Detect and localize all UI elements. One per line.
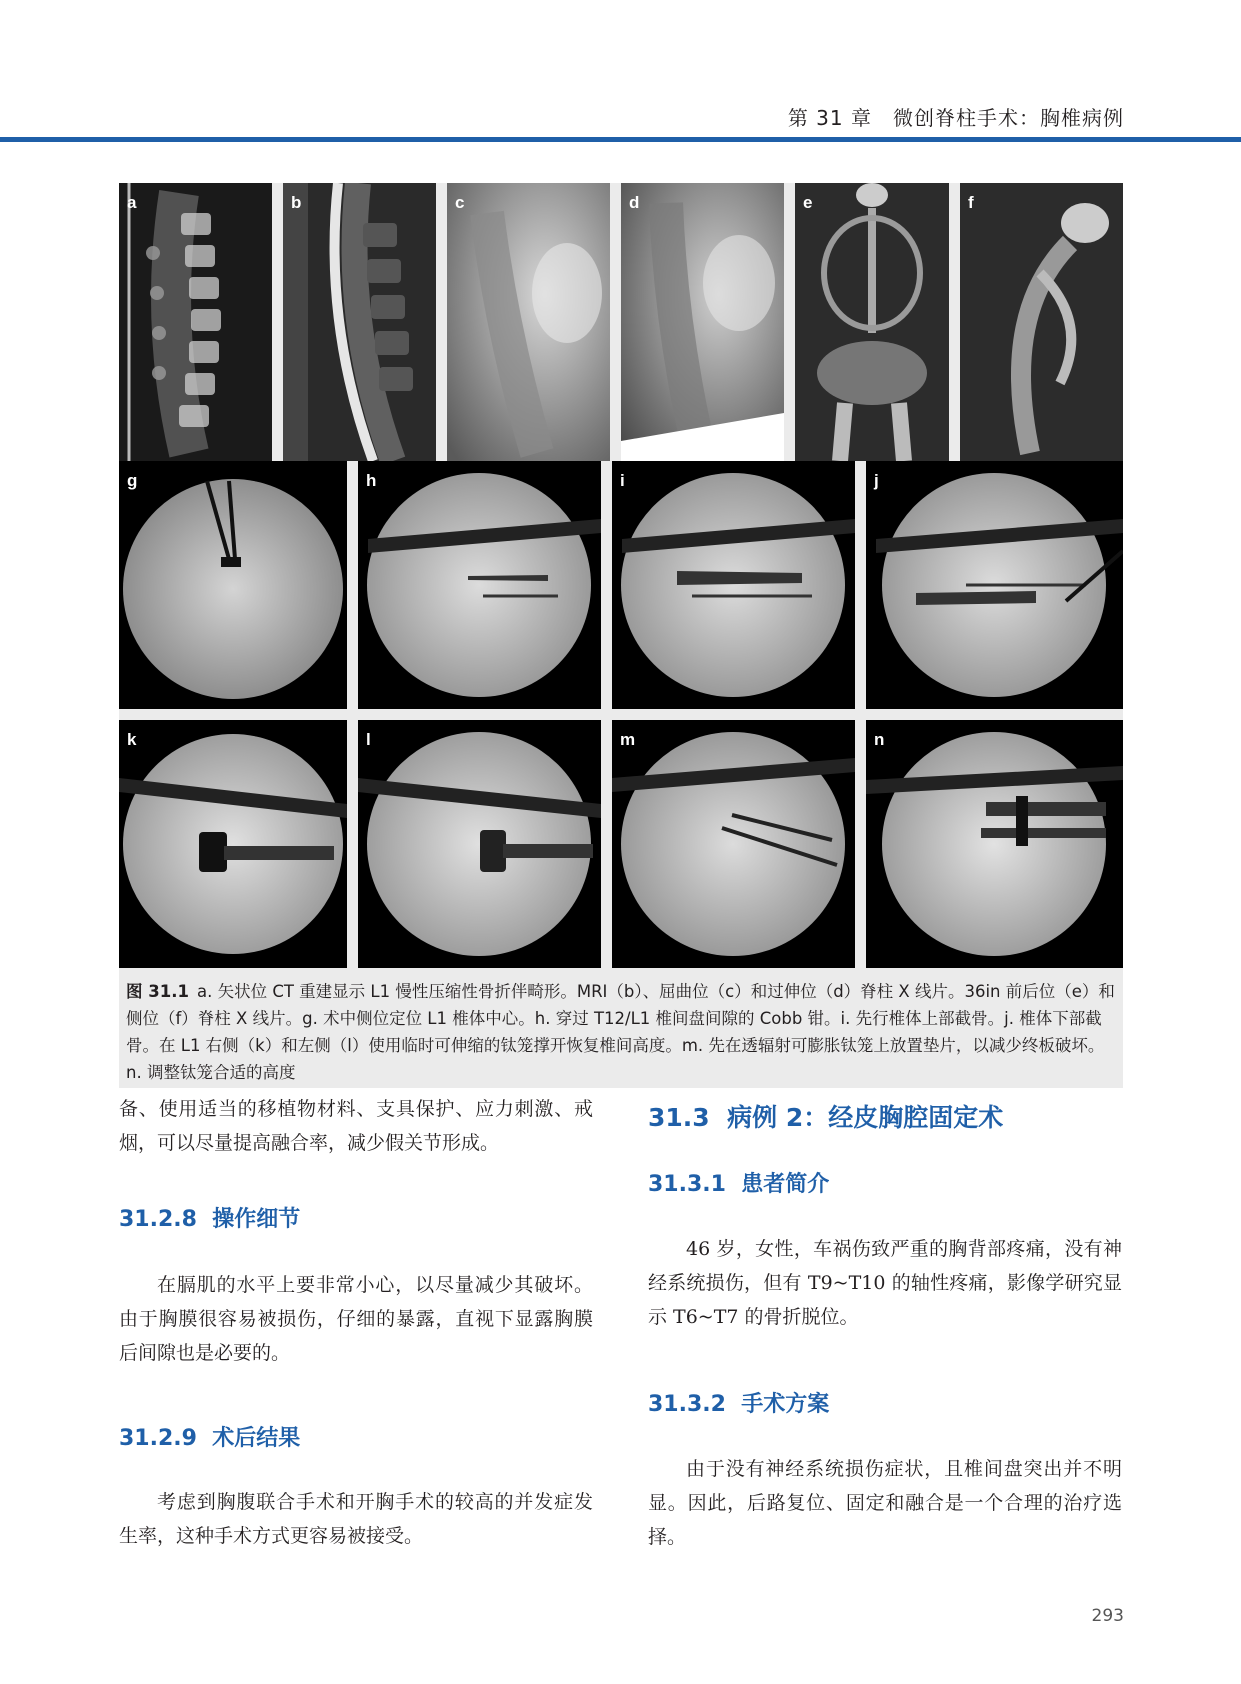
section-number: 31.3	[648, 1103, 710, 1132]
panel-letter: h	[366, 471, 377, 490]
running-head: 第 31 章 微创脊柱手术：胸椎病例	[787, 106, 1124, 130]
panel-letter: l	[366, 730, 371, 749]
figure-label: 图 31.1	[126, 982, 189, 1001]
fluoro-image	[866, 720, 1123, 968]
figure-panel-j	[866, 461, 1123, 709]
panel-letter: n	[874, 730, 885, 749]
section-title: 操作细节	[212, 1207, 301, 1232]
section-title: 手术方案	[741, 1392, 830, 1417]
section-heading-31-2-8	[119, 1202, 300, 1233]
fluoro-image	[866, 461, 1123, 709]
paragraph: 考虑到胸腹联合手术和开胸手术的较高的并发症发生率，这种手术方式更容易被接受。	[119, 1491, 593, 1547]
section-number: 31.2.9	[119, 1426, 197, 1451]
section-heading-31-3-1	[648, 1167, 829, 1198]
section-body-31-3-2	[648, 1452, 1122, 1554]
figure-caption	[126, 978, 1116, 1086]
section-number: 31.3.2	[648, 1392, 726, 1417]
section-heading-31-3-2	[648, 1387, 829, 1418]
xray-image	[960, 183, 1123, 461]
section-title: 病例 2：经皮胸腔固定术	[727, 1103, 1004, 1132]
figure-panel-c	[447, 183, 610, 461]
panel-letter: g	[127, 471, 138, 490]
panel-letter: d	[629, 193, 640, 212]
figure-31-1	[119, 183, 1123, 1088]
left-column	[119, 1092, 593, 1160]
paragraph: 由于没有神经系统损伤症状，且椎间盘突出并不明显。因此，后路复位、固定和融合是一个合理的治疗选择。	[648, 1458, 1122, 1548]
figure-panel-k	[119, 720, 347, 968]
fluoro-image	[358, 461, 601, 709]
xray-image	[621, 183, 784, 461]
figure-panel-e	[795, 183, 949, 461]
figure-panel-f	[960, 183, 1123, 461]
xray-image	[447, 183, 610, 461]
ct-image	[119, 183, 272, 461]
figure-panel-l	[358, 720, 601, 968]
section-body-31-2-9	[119, 1485, 593, 1553]
fluoro-image	[119, 720, 347, 968]
figure-panel-i	[612, 461, 855, 709]
figure-panel-a	[119, 183, 272, 461]
panel-letter: m	[620, 730, 636, 749]
page-number: 293	[1091, 1606, 1124, 1626]
paragraph: 在膈肌的水平上要非常小心，以尽量减少其破坏。由于胸膜很容易被损伤，仔细的暴露，直视下显露胸膜后间隙也是必要的。	[119, 1274, 593, 1364]
section-number: 31.2.8	[119, 1207, 197, 1232]
figure-panel-h	[358, 461, 601, 709]
panel-letter: f	[968, 193, 974, 212]
section-number: 31.3.1	[648, 1172, 726, 1197]
fluoro-image	[612, 720, 855, 968]
figure-panel-d	[621, 183, 784, 461]
section-body-31-2-8	[119, 1268, 593, 1370]
continued-paragraph: 备、使用适当的移植物材料、支具保护、应力刺激、戒烟，可以尽量提高融合率，减少假关节形成。	[119, 1098, 593, 1154]
figure-panel-m	[612, 720, 855, 968]
panel-letter: i	[620, 471, 625, 490]
panel-letter: e	[803, 193, 813, 212]
header-rule	[0, 137, 1241, 142]
fluoro-image	[358, 720, 601, 968]
section-body-31-3-1	[648, 1232, 1122, 1334]
section-title: 患者简介	[741, 1172, 830, 1197]
panel-letter: a	[127, 193, 137, 212]
panel-letter: j	[874, 471, 879, 490]
paragraph: 46 岁，女性，车祸伤致严重的胸背部疼痛，没有神经系统损伤，但有 T9~T10 的轴性疼痛，影像学研究显示 T6~T7 的骨折脱位。	[648, 1238, 1122, 1328]
fluoro-image	[612, 461, 855, 709]
panel-letter: k	[127, 730, 137, 749]
figure-panel-b	[283, 183, 436, 461]
figure-caption-text: a. 矢状位 CT 重建显示 L1 慢性压缩性骨折伴畸形。MRI（b）、屈曲位（c）和过伸位（d）脊柱 X 线片。36in 前后位（e）和侧位（f）脊柱 X 线片。g. 术中侧位定位 L1 椎体中心。h. 穿过 T12/L1 椎间盘间隙的 Cobb 钳。i. 先行椎体上部截骨。j. 椎体下部截骨。在 L1 右侧（k）和左侧（l）使用临时可伸缩的钛笼撑开恢复椎间高度。m. 先在透辐射可膨胀钛笼上放置垫片，以减少终板破坏。n. 调整钛笼合适的高度	[126, 982, 1115, 1082]
section-heading-31-2-9	[119, 1421, 300, 1452]
figure-panel-g	[119, 461, 347, 709]
panel-letter: b	[291, 193, 302, 212]
panel-letter: c	[455, 193, 465, 212]
section-heading-31-3	[648, 1098, 1003, 1134]
mri-image	[283, 183, 436, 461]
fluoro-image	[119, 461, 347, 709]
xray-image	[795, 183, 949, 461]
figure-panel-n	[866, 720, 1123, 968]
section-title: 术后结果	[212, 1426, 301, 1451]
